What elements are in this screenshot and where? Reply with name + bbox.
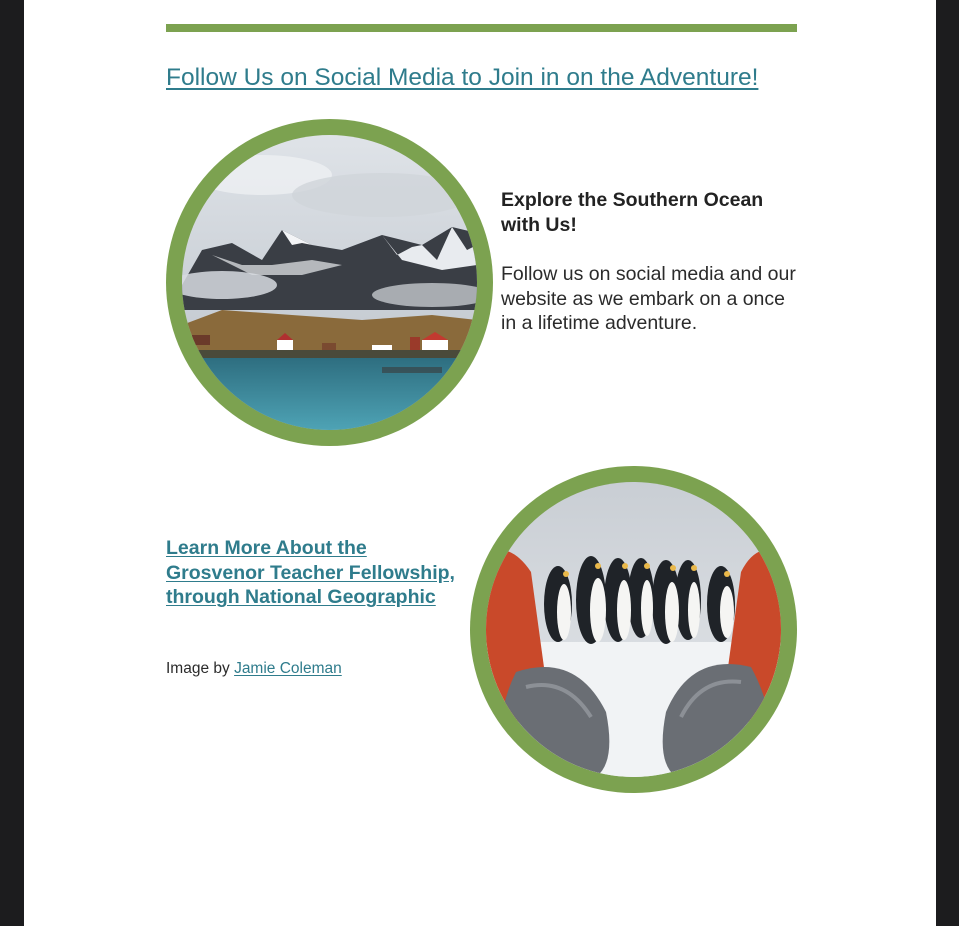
image-credit bbox=[166, 660, 342, 678]
green-divider bbox=[166, 24, 797, 32]
explore-description: Follow us on social media and our website as we embark on a once in a lifetime adventure. bbox=[501, 263, 796, 335]
emperor-penguins-photo bbox=[486, 482, 781, 777]
social-media-link[interactable]: Follow Us on Social Media to Join in on the Adventure! bbox=[166, 64, 759, 91]
mountain-harbor-photo bbox=[182, 135, 477, 430]
explore-heading: Explore the Southern Ocean with Us! bbox=[501, 189, 764, 236]
landscape-photo-frame bbox=[166, 119, 493, 446]
newsletter-page bbox=[24, 0, 936, 926]
credit-author-link[interactable]: Jamie Coleman bbox=[234, 660, 342, 677]
fellowship-link[interactable]: Learn More About the Grosvenor Teacher Fellowship, through National Geographic bbox=[166, 537, 455, 609]
credit-prefix: Image by bbox=[166, 660, 235, 677]
penguins-photo-frame bbox=[470, 466, 797, 793]
